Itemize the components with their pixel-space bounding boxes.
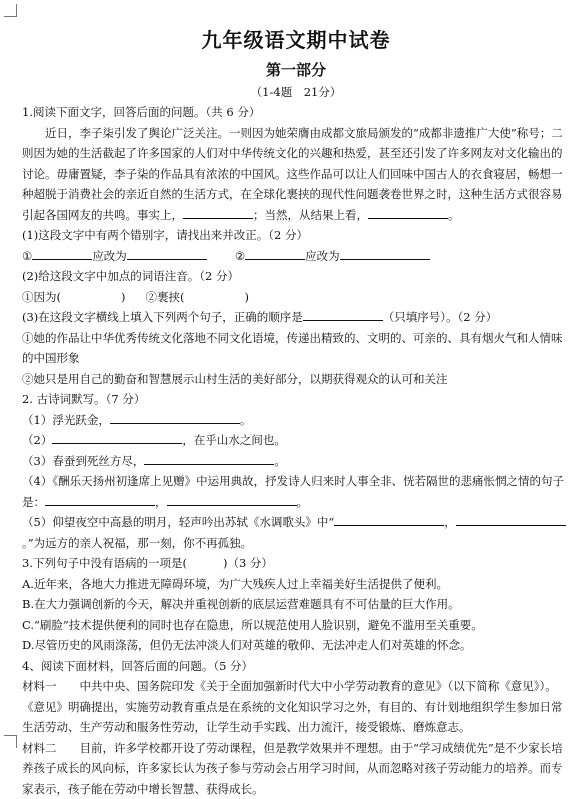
- label: ): [245, 290, 250, 304]
- q4-material-2: 材料二 目前，许多学校都开设了劳动课程，但是教学效果并不理想。由于“学习成绩优先”是不少家长培养孩子成长的风向标，许多家长认为孩子参与劳动会占用学习时间，从而忽略对孩子劳动能力的培养。而专家表示，孩子能在劳动中增长智慧、获得成长。: [22, 738, 570, 799]
- answer-blank[interactable]: [303, 307, 383, 321]
- exam-title: 九年级语文期中试卷: [22, 24, 570, 53]
- q2-line-1: [22, 410, 570, 431]
- label: 。: [297, 495, 309, 509]
- label: （只填序号）。（2 分）: [383, 310, 497, 324]
- section-note: （1-4题 21分）: [22, 84, 570, 100]
- q4-heading: 4、阅读下面材料，回答后面的问题。（5 分）: [22, 656, 570, 677]
- label: （1）浮光跃金，: [22, 413, 110, 427]
- label: 应改为: [305, 249, 340, 263]
- label: ): [121, 290, 126, 304]
- q1-sub1-answers: [22, 246, 570, 267]
- q3-option-d: D.尽管历史的风雨涤荡，但仍无法冲淡人们对英雄的敬仰、无法冲走人们对英雄的怀念。: [22, 635, 570, 656]
- q2-line-3: [22, 451, 570, 472]
- answer-blank[interactable]: [45, 492, 155, 506]
- label: 。”为远方的亲人祝福，那一刻，你不再孤独。: [22, 536, 252, 550]
- answer-blank[interactable]: [52, 430, 182, 444]
- label: （4）《酬乐天扬州初逢席上见赠》中运用典故，抒发诗人归来时人事全非、恍若隔世的悲痛怅惘之情的句子是：: [22, 474, 564, 509]
- answer-blank[interactable]: [32, 246, 92, 260]
- answer-blank[interactable]: [245, 246, 305, 260]
- label: ，: [155, 495, 167, 509]
- answer-blank[interactable]: [334, 512, 444, 526]
- q3-option-a: A.近年来，各地大力推进无障碍环境，为广大残疾人过上幸福美好生活提供了便利。: [22, 574, 570, 595]
- label: ①: [22, 249, 32, 263]
- q2-line-4: [22, 471, 570, 512]
- q1-passage-mid: ；当然，从结果上看，: [253, 208, 368, 222]
- q4-material-1: 材料一 中共中央、国务院印发《关于全面加强新时代大中小学劳动教育的意见》（以下简称《意见》）。《意见》明确提出，实施劳动教育重点是在系统的文化知识学习之外，有目的、有计划地组织学生参加日常生活劳动、生产劳动和服务性劳动，让学生动手实践、出力流汗，接受锻炼、磨炼意志。: [22, 676, 570, 738]
- label: 。: [240, 413, 252, 427]
- q1-heading: 1.阅读下面文字，回答后面的问题。（共 6 分）: [22, 102, 570, 123]
- answer-blank[interactable]: [456, 512, 566, 526]
- exam-page: [22, 24, 570, 799]
- q1-option-1: ①她的作品让中华优秀传统文化落地不同文化语境，传递出精致的、文明的、可亲的、具有烟火气和人情味的中国形象: [22, 328, 570, 369]
- section-title: 第一部分: [22, 59, 570, 80]
- q1-passage: [22, 123, 570, 226]
- crop-mark-top-left: [4, 4, 17, 17]
- q1-sub2-answers: [22, 287, 570, 308]
- label: （2）: [22, 433, 52, 447]
- q1-passage-end: 。: [448, 208, 460, 222]
- q3-option-b: B.在大力强调创新的今天，解决并重视创新的底层运营难题具有不可估量的巨大作用。: [22, 594, 570, 615]
- crop-mark-bottom-left: [4, 735, 17, 748]
- label: (3)在这段文字横线上填入下列两个句子，正确的顺序是: [22, 310, 303, 324]
- q1-sub3: [22, 307, 570, 328]
- label: ，: [444, 515, 456, 529]
- q3-option-c: C.“刷脸”技术提供便利的同时也存在隐患，所以规范使用人脸识别，避免不滥用至关重要。: [22, 615, 570, 636]
- answer-blank[interactable]: [368, 205, 448, 219]
- label: 。: [274, 454, 286, 468]
- answer-blank[interactable]: [144, 451, 274, 465]
- answer-blank[interactable]: [167, 492, 297, 506]
- q1-sub2: (2)给这段文字中加点的词语注音。（2 分）: [22, 266, 570, 287]
- label: )（3 分）: [223, 556, 273, 570]
- label: （5）仰望夜空中高悬的明月，轻声吟出苏轼《水调歌头》中“: [22, 515, 334, 529]
- answer-blank[interactable]: [183, 205, 253, 219]
- answer-blank[interactable]: [110, 410, 240, 424]
- answer-blank[interactable]: [340, 246, 430, 260]
- label: （3）春蚕到死丝方尽，: [22, 454, 144, 468]
- q2-line-2: [22, 430, 570, 451]
- q1-sub1: (1)这段文字中有两个错别字，请找出来并改正。（2 分）: [22, 225, 570, 246]
- q3-heading: [22, 553, 570, 574]
- answer-blank[interactable]: [127, 246, 207, 260]
- q2-line-5: [22, 512, 570, 553]
- label: 3.下列句子中没有语病的一项是(: [22, 556, 187, 570]
- q1-passage-text: 近日，李子柒引发了舆论广泛关注。一则因为她荣膺由成都文旅局颁发的“成都非遗推广大使”称号；二则因为她的生活截起了许多国家的人们对中华传统文化的兴趣和热爱，甚至还引发了许多网友对文化输出的讨论。毋庸置疑，李子柒的作品具有浓浓的中国风。这些作品可以让人们回味中国古人的衣食寝居，畅想一种超脱于消费社会的亲近自然的生活方式，在全球化裹挟的现代性问题袭卷世界之时，这种生活方式很容易引起各国网友的共鸣。事实上，: [22, 126, 563, 222]
- label: ②: [235, 249, 245, 263]
- q2-heading: 2. 古诗词默写。（7 分）: [22, 389, 570, 410]
- label: 应改为: [92, 249, 127, 263]
- q1-option-2: ②她只是用自己的勤奋和智慧展示山村生活的美好部分，以期获得观众的认可和关注: [22, 369, 570, 390]
- label: ①因为(: [22, 290, 61, 304]
- label: ，在乎山水之间也。: [182, 433, 286, 447]
- label: ②裹挟(: [146, 290, 185, 304]
